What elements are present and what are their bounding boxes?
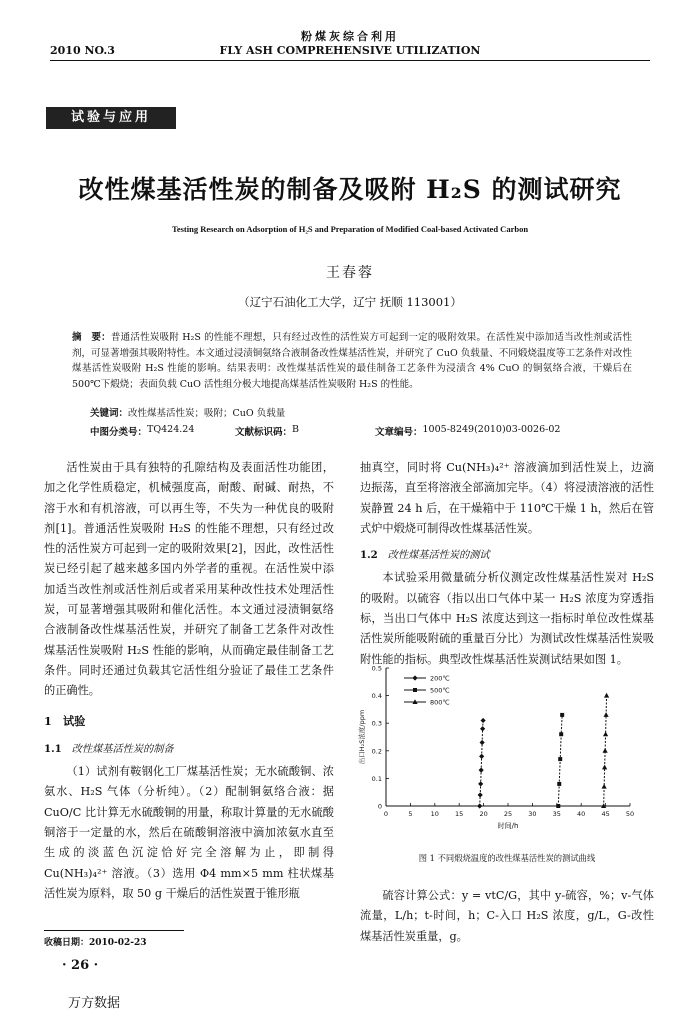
data-point <box>479 754 484 759</box>
article-title-en: Testing Research on Adsorption of H₂S and Preparation of Modified Coal-based Activated Carbon <box>171 224 529 234</box>
doc-code-value: B <box>292 424 299 435</box>
data-point <box>602 784 607 789</box>
section-num-1-2: 1.2 <box>360 549 378 562</box>
x-tick-label: 45 <box>601 810 610 818</box>
legend-label: 500℃ <box>430 686 450 695</box>
section-heading-1: 1 试验 <box>44 713 86 728</box>
watermark: 万方数据 <box>68 996 121 1011</box>
x-tick-label: 35 <box>552 810 561 818</box>
section-1-2-paragraph: 本试验采用微量硫分析仪测定改性煤基活性炭对 H₂S 的吸附。以硫容（指以出口气体中某一 H₂S 浓度为穿透指标，当出口气体中 H₂S 浓度达到这一指标时单位改性煤基活性炭所能吸附硫的重量百分比）为测试改性煤基活性炭吸附性能的指标。典型改性煤基活性炭测试结果如图 1。 <box>360 571 654 666</box>
data-point <box>478 781 483 786</box>
y-tick-label: 0 <box>377 802 382 811</box>
page-number: · 26 · <box>62 958 99 973</box>
author: 王春蓉 <box>326 265 374 281</box>
x-tick-label: 10 <box>430 810 439 818</box>
section-heading-1-2 <box>360 545 654 566</box>
y-axis-label: 出口H₂S浓度/ppm <box>358 709 366 765</box>
received-date: 收稿日期：2010-02-23 <box>44 938 147 948</box>
x-tick-label: 0 <box>383 810 389 818</box>
legend-marker-1 <box>413 688 417 692</box>
legend-label: 800℃ <box>430 698 450 707</box>
keywords-text: 改性煤基活性炭；吸附；CuO 负载量 <box>128 408 286 419</box>
data-point <box>602 765 607 770</box>
clc-value: TQ424.24 <box>147 424 195 435</box>
data-point <box>560 713 564 717</box>
x-tick-label: 20 <box>479 810 488 818</box>
x-tick-label: 30 <box>528 810 537 818</box>
data-point <box>477 803 482 808</box>
article-no-label: 文章编号： <box>375 427 423 438</box>
data-point <box>603 731 608 736</box>
clc-label: 中图分类号： <box>90 427 148 438</box>
footnote-rule <box>44 930 184 931</box>
doc-code-label: 文献标识码： <box>235 427 293 438</box>
keywords-label: 关键词： <box>90 408 129 419</box>
x-tick-label: 5 <box>408 810 413 818</box>
x-tick-label: 15 <box>455 810 464 818</box>
formula-paragraph: 硫容计算公式：y = vtC/G，其中 y-硫容，%；v-气体流量，L/h；t-时间，h；C-入口 H₂S 浓度，g/L，G-改性煤基活性炭重量，g。 <box>360 889 654 943</box>
continued-paragraph: 抽真空，同时将 Cu(NH₃)₄²⁺ 溶液滴加到活性炭上，边滴边振荡，直至将溶液全部滴加完毕。（4）将浸渍溶液的活性炭静置 24 h 后，在干燥箱中于 110℃干燥 1 h，然后在管式炉中煅烧可制得改性煤基活性炭。 <box>360 461 654 535</box>
data-point <box>603 748 608 753</box>
article-title: 改性煤基活性炭的制备及吸附 H₂S 的测试研究 <box>78 175 622 204</box>
keywords <box>90 405 630 419</box>
figure-1-chart <box>350 658 640 838</box>
abstract <box>72 330 632 392</box>
data-point <box>478 792 483 797</box>
abstract-text: 普通活性炭吸附 H₂S 的性能不理想，只有经过改性的活性炭方可起到一定的吸附效果。在活性炭中添加适当改性剂或活性剂，可显著增强其吸附特性。本文通过浸渍铜氨络合液制备改性煤基活性炭，并研究了 CuO 负载量、不同煅烧温度等工艺条件对改性煤基活性炭吸附 H₂S 性能的影响。结果表明：改性煤基活性炭的最佳制备工艺条件为浸渍含 4% CuO 的铜氨络合液，干燥后在 500℃下煅烧；表面负载 CuO 活性组分极大地提高煤基活性炭吸附 H₂S 的性能。 <box>72 332 632 390</box>
data-point <box>556 804 560 808</box>
section-title-1-1: 改性煤基活性炭的制备 <box>71 743 174 755</box>
issue-number: 2010 NO.3 <box>50 44 115 57</box>
x-axis-label: 时间/h <box>497 822 519 830</box>
x-tick-label: 25 <box>503 810 513 818</box>
journal-name-cn: 粉煤灰综合利用 <box>301 30 399 43</box>
y-tick-label: 0.5 <box>371 664 382 673</box>
abstract-label: 摘 要： <box>72 332 111 343</box>
intro-paragraph: 活性炭由于具有独特的孔隙结构及表面活性功能团，加之化学性质稳定，机械强度高，耐酸、耐碱、耐热，不溶于水和有机溶液，可以再生等，不失为一种优良的吸附剂[1]。普通活性炭吸附 H₂S 的性能不理想，只有经过改性的活性炭方可起到一定的吸附效果[2]，因此，改性活性炭已经引起了越来越多国内外学者的重视。在活性炭中添加适当改性剂或活性剂后或者采用某种改性技术处理活性炭，可显著增强其吸附和催化活性。本文通过浸渍铜氨络合液制备改性煤基活性炭，并研究了制备工艺条件对改性煤基活性炭吸附 H₂S 性能的影响，从而确定最佳制备工艺条件。同时还通过负载其它活性组分验证了最佳工艺条件的正确性。 <box>44 461 334 698</box>
right-column <box>360 458 654 670</box>
article-no-value: 1005-8249(2010)03-0026-02 <box>422 424 561 435</box>
section-title-1-2: 改性煤基活性炭的测试 <box>387 550 490 562</box>
data-point <box>604 693 609 698</box>
section-heading-1-1 <box>44 739 334 760</box>
legend-marker-0 <box>412 675 417 680</box>
x-tick-label: 40 <box>577 810 586 818</box>
affiliation: （辽宁石油化工大学，辽宁 抚顺 113001） <box>238 295 462 309</box>
section-1-1-paragraph: （1）试剂有鞍钢化工厂煤基活性炭；无水硫酸铜、浓氨水、H₂S 气体（分析纯）。（2）配制铜氨络合液：据 CuO/C 比计算无水硫酸铜的用量，称取计算量的无水硫酸铜溶于一定量的水，然后在硫酸铜溶液中滴加浓氨水直至生成的淡蓝色沉淀恰好完全溶解为止，即制得 Cu(NH₃)₄²⁺ 溶液。（3）选用 Φ4 mm×5 mm 柱状煤基活性炭为原料，取 50 g 干燥后的活性炭置于锥形瓶 <box>44 765 334 900</box>
left-column <box>44 458 334 904</box>
data-point <box>557 782 561 786</box>
y-tick-label: 0.4 <box>371 692 382 701</box>
y-tick-label: 0.2 <box>371 747 382 756</box>
figure-1-caption: 图 1 不同煅烧温度的改性煤基活性炭的测试曲线 <box>418 853 596 863</box>
legend-label: 200℃ <box>430 674 450 683</box>
journal-name-en: FLY ASH COMPREHENSIVE UTILIZATION <box>219 44 481 57</box>
data-point <box>558 757 562 761</box>
section-banner: 试验与应用 <box>46 107 176 129</box>
section-num-1-1: 1.1 <box>44 742 62 755</box>
data-point <box>480 740 485 745</box>
y-tick-label: 0.1 <box>371 774 382 783</box>
header-rule <box>50 60 650 61</box>
data-point <box>603 712 608 717</box>
data-point <box>559 732 563 736</box>
data-point <box>479 768 484 773</box>
y-tick-label: 0.3 <box>371 719 382 728</box>
data-point <box>481 718 486 723</box>
x-tick-label: 50 <box>625 810 635 818</box>
data-point <box>480 726 485 731</box>
